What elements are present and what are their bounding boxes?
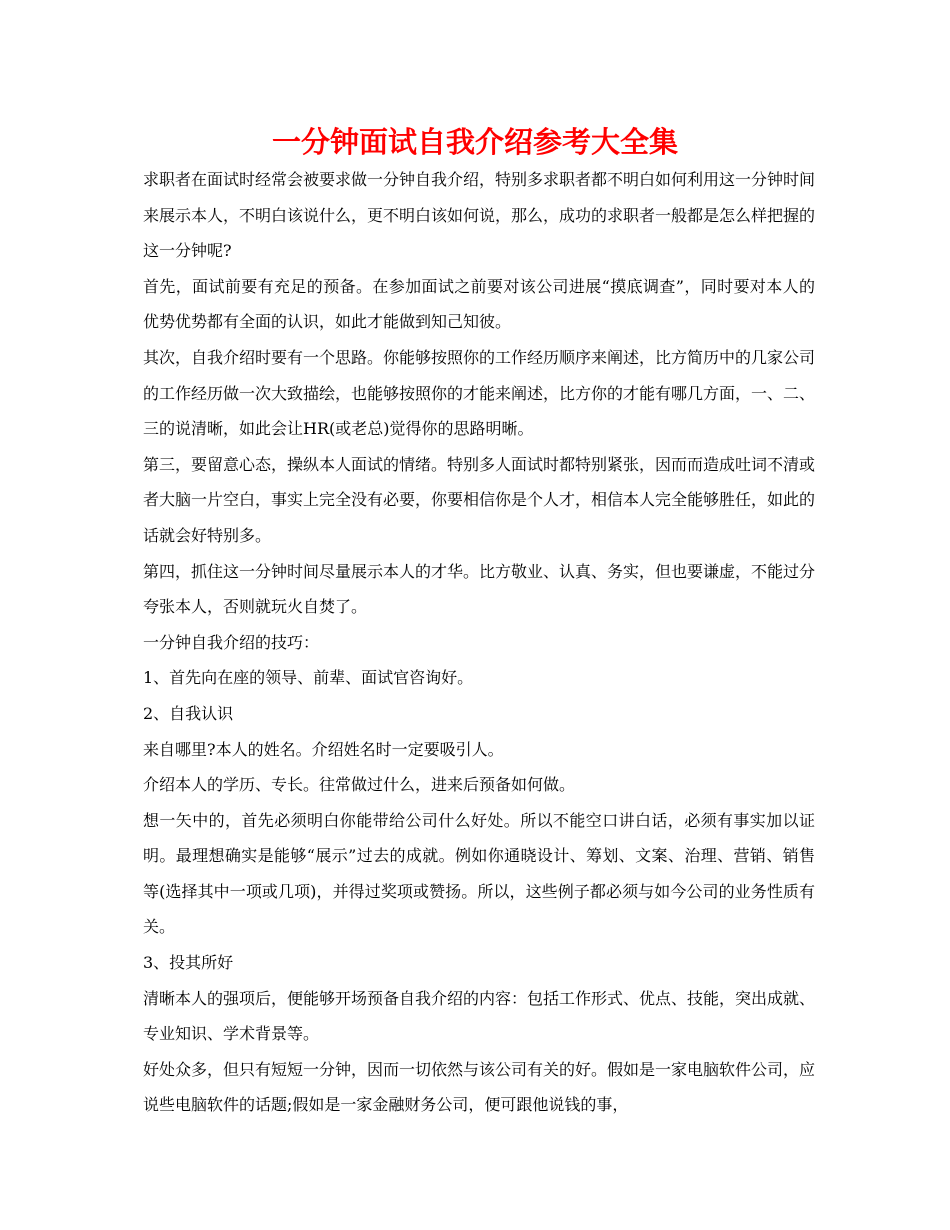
paragraph-education: 介绍本人的学历、专长。往常做过什么，进来后预备如何做。 (143, 775, 576, 795)
tip-item-3: 3、投其所好 (143, 953, 234, 973)
tip-item-2: 2、自我认识 (143, 703, 234, 723)
paragraph-first: 首先，面试前要有充足的预备。在参加面试之前要对该公司进展“摸底调查”，同时要对本人的优势优势都有全面的认识，如此才能做到知己知彼。 (143, 276, 815, 332)
document-body (143, 162, 815, 1123)
paragraph-third: 第三，要留意心态，操纵本人面试的情绪。特别多人面试时都特别紧张，因而而造成吐词不清或者大脑一片空白，事实上完全没有必要，你要相信你是个人才，相信本人完全能够胜任，如此的话就会好特别多。 (143, 454, 816, 545)
tips-heading: 一分钟自我介绍的技巧： (143, 632, 320, 652)
paragraph-origin-name: 来自哪里?本人的姓名。介绍姓名时一定要吸引人。 (143, 739, 504, 759)
paragraph-intro: 求职者在面试时经常会被要求做一分钟自我介绍，特别多求职者都不明白如何利用这一分钟时间来展示本人，不明白该说什么，更不明白该如何说，那么，成功的求职者一般都是怎么样把握的这一分钟呢? (143, 170, 816, 261)
tip-item-1: 1、首先向在座的领导、前辈、面试官咨询好。 (143, 668, 474, 688)
document-title: 一分钟面试自我介绍参考大全集 (271, 125, 678, 159)
paragraph-fourth: 第四，抓住这一分钟时间尽量展示本人的才华。比方敬业、认真、务实，但也要谦虚，不能过分夸张本人，否则就玩火自焚了。 (143, 561, 816, 617)
paragraph-relevance: 好处众多，但只有短短一分钟，因而一切依然与该公司有关的好。假如是一家电脑软件公司，应说些电脑软件的话题;假如是一家金融财务公司，便可跟他说钱的事， (143, 1059, 816, 1115)
paragraph-second: 其次，自我介绍时要有一个思路。你能够按照你的工作经历顺序来阐述，比方简历中的几家公司的工作经历做一次大致描绘，也能够按照你的才能来阐述，比方你的才能有哪几方面，一、二、三的说清晰，如此会让HR(或老总)觉得你的思路明晰。 (143, 347, 816, 439)
paragraph-value: 想一矢中的，首先必须明白你能带给公司什么好处。所以不能空口讲白话，必须有事实加以证明。最理想确实是能够“展示”过去的成就。例如你通晓设计、筹划、文案、治理、营销、销售等(选择其中一项或几项)，并得过奖项或赞扬。所以，这些例子都必须与如今公司的业务性质有关。 (143, 810, 815, 937)
paragraph-strengths: 清晰本人的强项后，便能够开场预备自我介绍的内容：包括工作形式、优点、技能，突出成就、专业知识、学术背景等。 (143, 988, 816, 1044)
